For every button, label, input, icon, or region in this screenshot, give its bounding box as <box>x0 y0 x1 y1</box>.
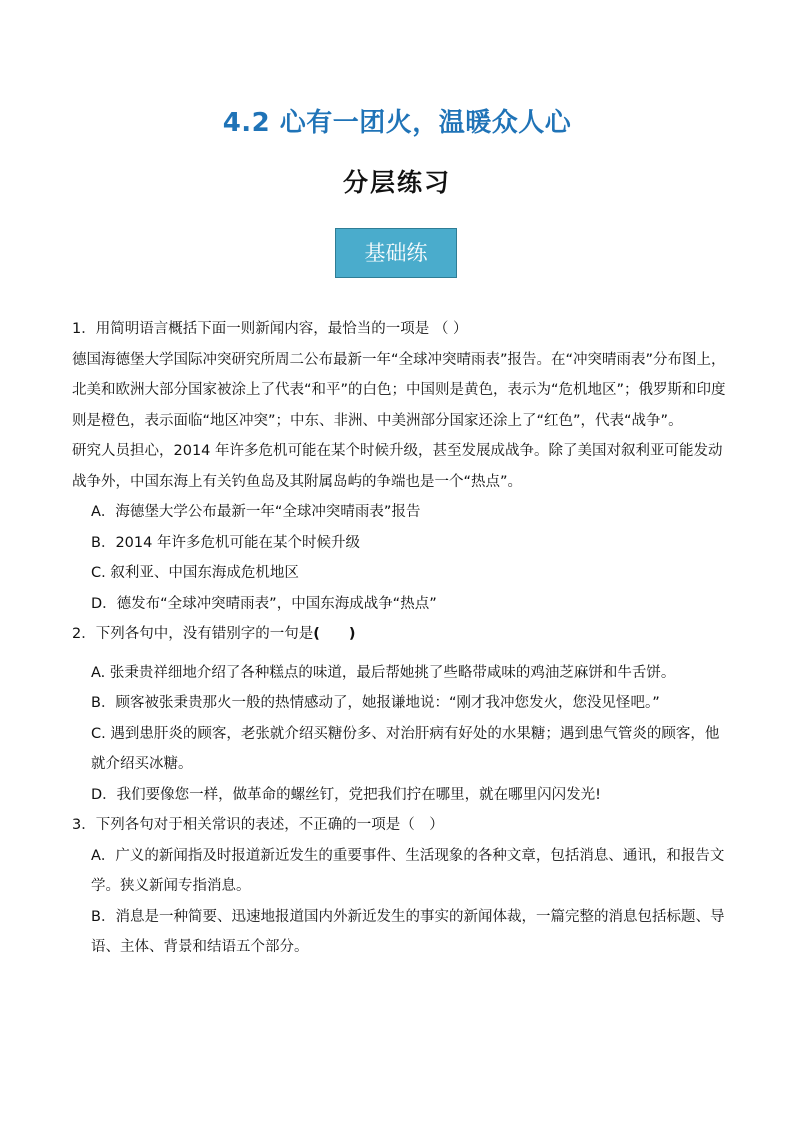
question-2-stem-text: 2．下列各句中，没有错别字的一句是 <box>72 626 314 642</box>
question-1-option-d: D．德发布“全球冲突晴雨表”，中国东海成战争“热点” <box>91 595 437 612</box>
lesson-subtitle: 分层练习 <box>342 168 451 197</box>
question-1-passage-2: 研究人员担心，2014 年许多危机可能在某个时候升级，甚至发展成战争。除了美国对叙利亚可能发动战争外，中国东海上有关钓鱼岛及其附属岛屿的争端也是一个“热点”。 <box>72 443 723 490</box>
question-1-option-c: C. 叙利亚、中国东海成危机地区 <box>91 565 299 581</box>
question-1-option-b: B．2014 年许多危机可能在某个时候升级 <box>91 534 360 551</box>
question-content <box>72 314 732 963</box>
section-badge: 基础练 <box>335 228 457 278</box>
question-2-option-b: B．顾客被张秉贵那火一般的热情感动了，她报谦地说：“刚才我冲您发火，您没见怪吧。” <box>91 695 660 711</box>
question-2-option-d: D．我们要像您一样，做革命的螺丝钉，党把我们拧在哪里，就在哪里闪闪发光! <box>91 786 601 803</box>
question-3-option-b: B．消息是一种简要、迅速地报道国内外新近发生的事实的新闻体裁，一篇完整的消息包括标题、导语、主体、背景和结语五个部分。 <box>91 908 725 955</box>
question-2-option-a: A. 张秉贵祥细地介绍了各种糕点的味道，最后帮她挑了些略带咸味的鸡油芝麻饼和牛舌饼。 <box>91 664 676 681</box>
question-1-stem: 1．用简明语言概括下面一则新闻内容，最恰当的一项是 （ ） <box>72 321 468 337</box>
question-1-option-a: A．海德堡大学公布最新一年“全球冲突晴雨表”报告 <box>91 504 421 520</box>
question-3-option-a: A．广义的新闻指及时报道新近发生的重要事件、生活现象的各种文章，包括消息、通讯，和报告文学。狭义新闻专指消息。 <box>91 847 725 894</box>
question-2-option-c: C. 遇到患肝炎的顾客，老张就介绍买糖份多、对治肝病有好处的水果糖；遇到患气管炎的顾客，他就介绍买冰糖。 <box>91 725 720 772</box>
question-1-passage-1: 德国海德堡大学国际冲突研究所周二公布最新一年“全球冲突晴雨表”报告。在“冲突晴雨表”分布图上，北美和欧洲大部分国家被涂上了代表“和平”的白色；中国则是黄色，表示为“危机地区”；俄罗斯和印度则是橙色，表示面临“地区冲突”；中东、非洲、中美洲部分国家还涂上了“红色”，代表“战争”。 <box>72 351 726 429</box>
question-2-stem <box>72 619 732 650</box>
question-3-stem: 3．下列各句对于相关常识的表述，不正确的一项是（ ） <box>72 817 444 833</box>
lesson-title: 4.2 心有一团火，温暖众人心 <box>222 108 572 138</box>
question-2-answer-paren: ( ) <box>313 626 356 642</box>
